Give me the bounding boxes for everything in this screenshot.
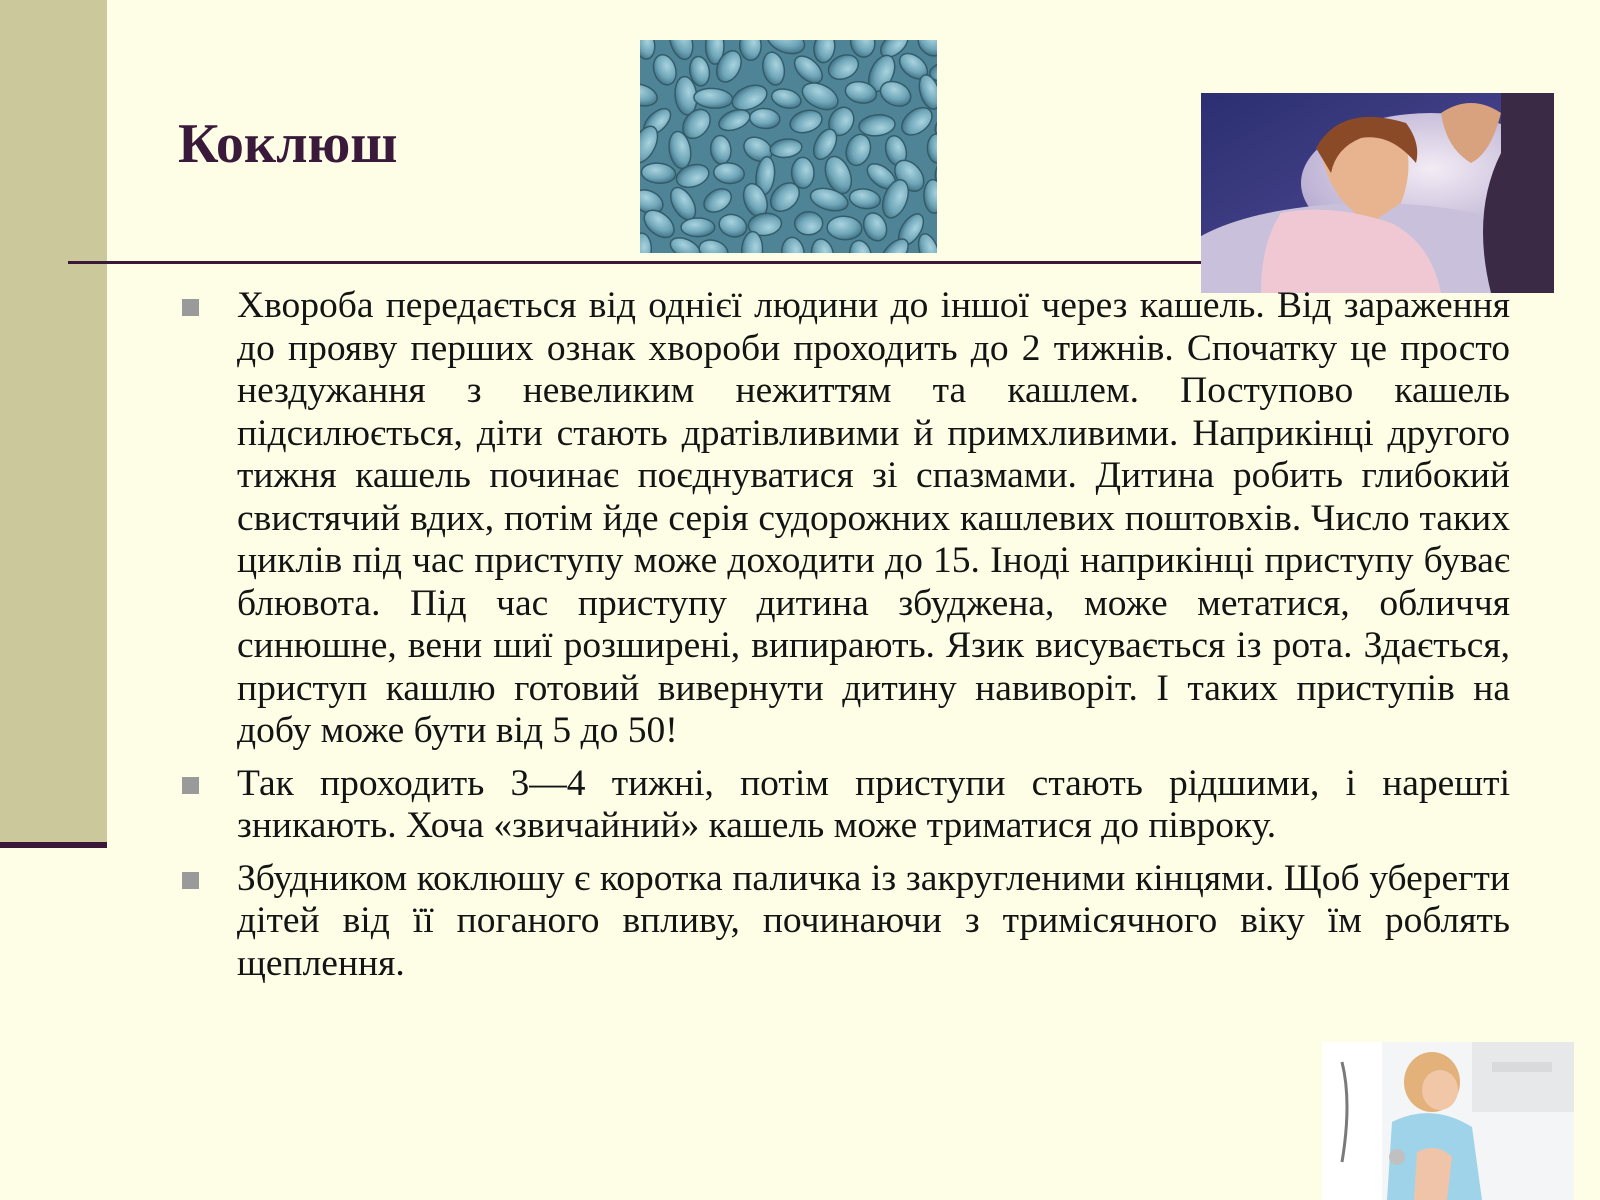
bullet-item xyxy=(180,763,1510,848)
slide-title: Коклюш xyxy=(178,113,398,175)
coughing-child-photo xyxy=(1201,93,1554,293)
bullet-text: Збудником коклюшу є коротка паличка із закругленими кінцями. Щоб уберегти дітей від її поганого впливу, починаючи з тримісячного віку їм роблять щеплення. xyxy=(237,857,1510,984)
child-bed-illustration xyxy=(1201,93,1554,293)
bullet-square-icon xyxy=(182,777,199,794)
bacteria-image xyxy=(640,40,937,253)
doctor-child-photo xyxy=(1322,1042,1574,1200)
left-decor-bar xyxy=(0,0,107,848)
bacteria-illustration xyxy=(640,40,937,253)
bullet-text: Хвороба передається від однієї людини до іншої через кашель. Від зараження до прояву перших ознак хвороби проходить до 2 тижнів. Спочатку це просто нездужання з невеликим нежиттям та кашлем. Поступово кашель підсилюється, діти стають дратівливими й примхливими. Наприкінці другого тижня кашель починає поєднуватися зі спазмами. Дитина робить глибокий свистячий вдих, потім йде серія судорожних кашлевих поштовхів. Число таких циклів під час приступу може доходити до 15. Іноді наприкінці приступу буває блювота. Під час приступу дитина збуджена, може метатися, обличчя синюшне, вени шиї розширені, випирають. Язик висувається із рота. Здається, приступ кашлю готовий вивернути дитину навиворіт. І таких приступів на добу може бути від 5 до 50! xyxy=(237,285,1510,751)
slide-body xyxy=(180,285,1510,995)
title-divider xyxy=(68,261,1208,264)
doctor-illustration xyxy=(1322,1042,1574,1200)
bacteria-cell xyxy=(795,212,823,235)
bacteria-cell xyxy=(681,218,715,237)
bullet-square-icon xyxy=(182,872,199,889)
bullet-square-icon xyxy=(182,299,199,316)
bullet-text: Так проходить 3—4 тижні, потім приступи стають рідшими, і нарешті зникають. Хоча «звичайний» кашель може триматися до півроку. xyxy=(237,762,1510,846)
bullet-item xyxy=(180,858,1510,986)
bullet-item xyxy=(180,285,1510,753)
